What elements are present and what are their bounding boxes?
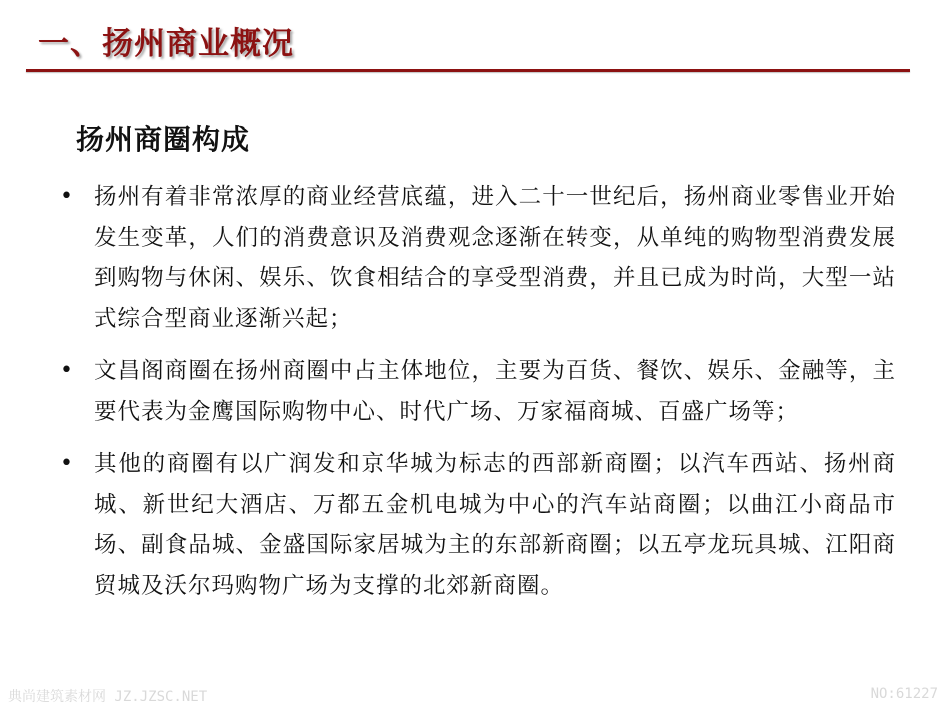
bullet-icon: • (60, 451, 73, 476)
section-heading: 扬州商圈构成 (76, 123, 251, 156)
bullet-item (56, 177, 896, 339)
watermark-site: 典尚建筑素材网 JZ.JZSC.NET (8, 689, 208, 705)
bullet-item (56, 351, 896, 432)
bullet-list (56, 177, 896, 618)
bullet-text: 其他的商圈有以广润发和京华城为标志的西部新商圈；以汽车西站、扬州商城、新世纪大酒店、万都五金机电城为中心的汽车站商圈；以曲江小商品市场、副食品城、金盛国际家居城为主的东部新商圈；以五亭龙玩具城、江阳商贸城及沃尔玛购物广场为支撑的北郊新商圈。 (94, 451, 896, 599)
watermark-number: NO:61227 (870, 686, 938, 702)
bullet-icon: • (60, 184, 73, 209)
bullet-text: 文昌阁商圈在扬州商圈中占主体地位，主要为百货、餐饮、娱乐、金融等，主要代表为金鹰国际购物中心、时代广场、万家福商城、百盛广场等； (94, 358, 896, 425)
bullet-icon: • (60, 358, 73, 383)
bullet-item (56, 444, 896, 606)
slide-title: 一、扬州商业概况 (38, 26, 294, 62)
title-divider (26, 69, 910, 72)
bullet-text: 扬州有着非常浓厚的商业经营底蕴，进入二十一世纪后，扬州商业零售业开始发生变革，人们的消费意识及消费观念逐渐在转变，从单纯的购物型消费发展到购物与休闲、娱乐、饮食相结合的享受型消费，并且已成为时尚，大型一站式综合型商业逐渐兴起； (94, 184, 896, 332)
